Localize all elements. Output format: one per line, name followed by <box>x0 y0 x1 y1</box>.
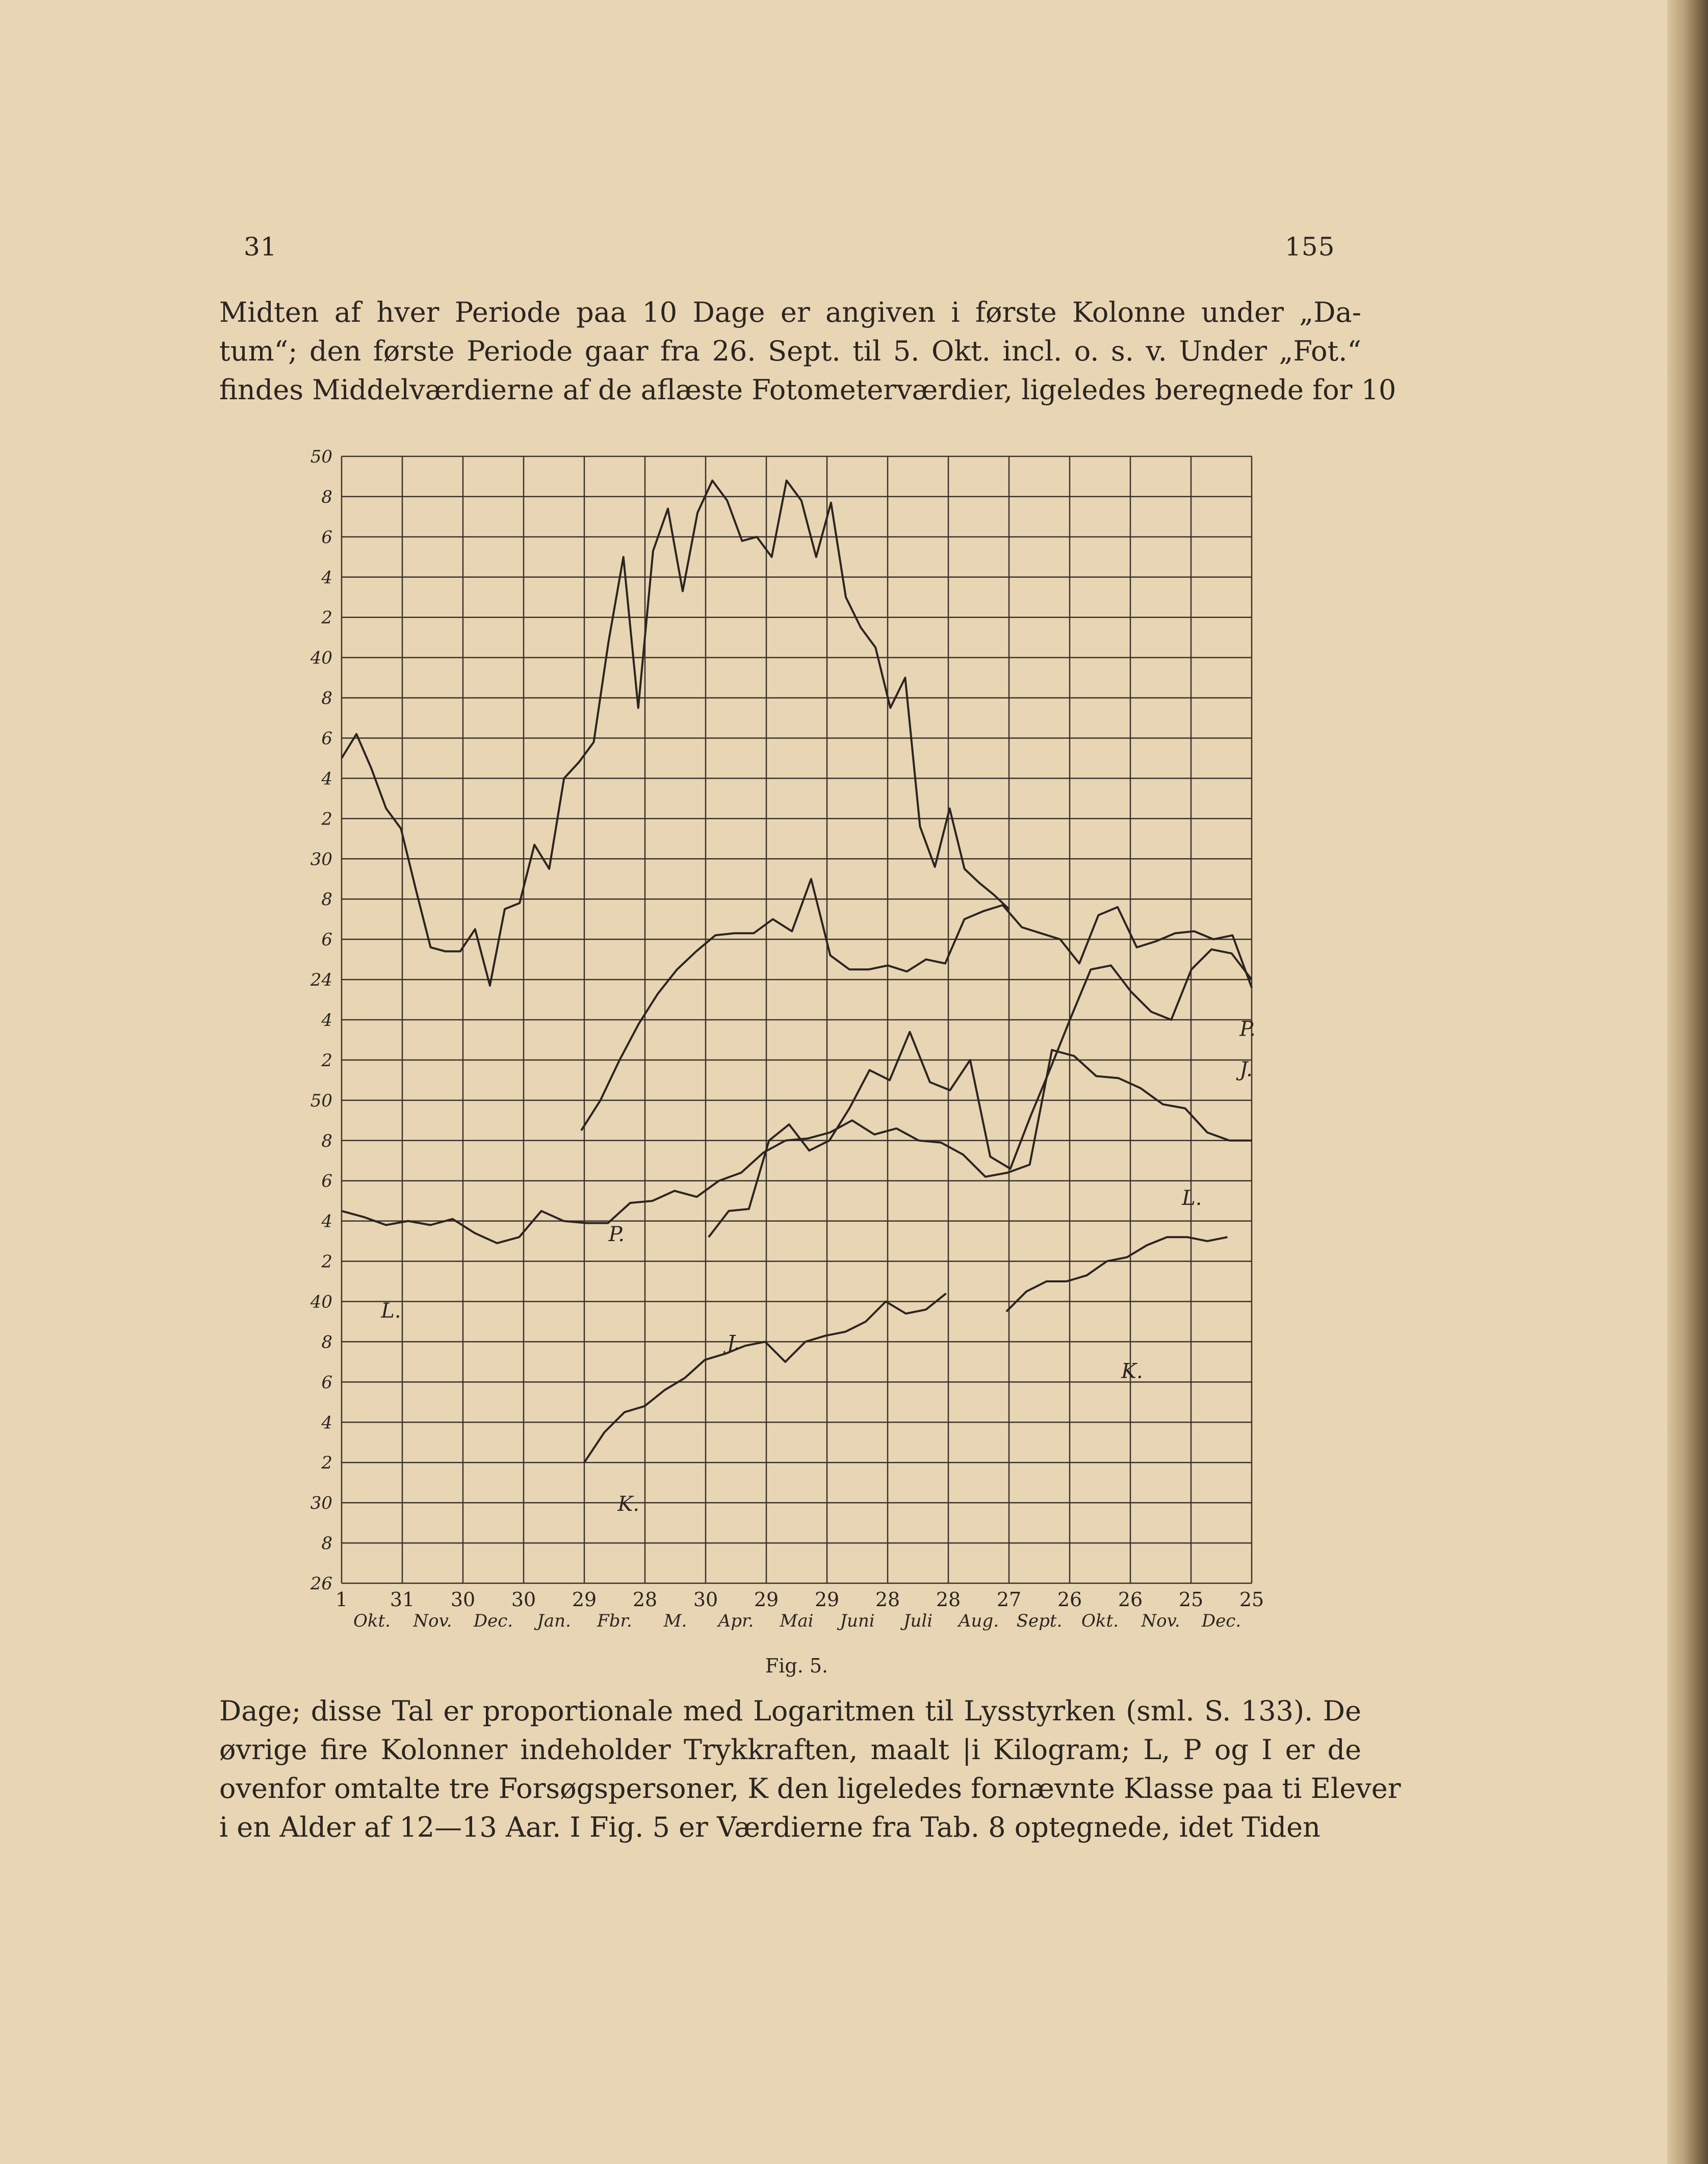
x-month-label: Jan. <box>537 1611 571 1631</box>
y-tick-label: 50 <box>310 1090 332 1111</box>
y-tick-label: 6 <box>321 1171 332 1192</box>
x-date-label: 30 <box>450 1588 476 1611</box>
x-month-label: Dec. <box>473 1611 513 1631</box>
y-tick-label: 26 <box>310 1574 332 1594</box>
x-axis-labels <box>335 1588 1264 1631</box>
x-month-label: Fbr. <box>597 1611 632 1631</box>
figure-caption: Fig. 5. <box>765 1655 829 1677</box>
x-month-label: Sept. <box>1016 1611 1063 1631</box>
series-label: K. <box>617 1492 640 1516</box>
x-month-label: Nov. <box>413 1611 452 1631</box>
x-date-label: 26 <box>1118 1588 1143 1611</box>
x-month-label: Aug. <box>958 1611 999 1631</box>
series-label: L. <box>381 1299 401 1323</box>
series-label: L. <box>1182 1187 1202 1210</box>
paragraph-top <box>219 293 1396 409</box>
x-month-label: Nov. <box>1141 1611 1180 1631</box>
chart-curves <box>342 480 1252 1462</box>
x-date-label: 31 <box>390 1588 415 1611</box>
y-tick-label: 2 <box>321 1251 332 1272</box>
series-label: J. <box>727 1331 740 1355</box>
series-line-fot <box>342 480 1009 986</box>
series-line-l <box>342 1050 1252 1243</box>
x-date-label: 30 <box>693 1588 718 1611</box>
x-date-label: 27 <box>996 1588 1022 1611</box>
y-tick-label: 4 <box>321 1412 332 1433</box>
x-date-label: 29 <box>572 1588 597 1611</box>
x-month-label: Okt. <box>1081 1611 1119 1631</box>
x-date-label: 25 <box>1178 1588 1204 1611</box>
y-tick-label: 2 <box>321 607 332 628</box>
y-tick-label: 2 <box>321 809 332 830</box>
paragraph-bottom <box>219 1692 1401 1847</box>
series-label: J. <box>1239 1058 1253 1081</box>
y-tick-label: 30 <box>310 1493 332 1514</box>
y-tick-label: 8 <box>321 688 332 709</box>
y-tick-label: 6 <box>321 930 332 950</box>
page-number-left: 31 <box>244 232 277 262</box>
x-month-label: Okt. <box>353 1611 391 1631</box>
y-tick-label: 6 <box>321 1372 332 1393</box>
chart-grid <box>342 456 1252 1583</box>
y-tick-label: 4 <box>321 1211 332 1232</box>
series-labels <box>380 1018 1255 1516</box>
x-month-label: Mai <box>780 1611 814 1631</box>
y-tick-label: 6 <box>321 728 332 749</box>
x-date-label: 28 <box>632 1588 658 1611</box>
x-date-label: 26 <box>1057 1588 1082 1611</box>
x-date-label: 25 <box>1239 1588 1264 1611</box>
y-tick-label: 30 <box>310 849 332 870</box>
x-month-label: Dec. <box>1201 1611 1241 1631</box>
text-line: Dage; disse Tal er proportionale med Logaritmen til Lysstyrken (sml. S. 133). De <box>219 1695 1361 1727</box>
y-tick-label: 6 <box>321 527 332 548</box>
x-month-label: Juni <box>840 1611 875 1631</box>
y-tick-label: 4 <box>321 1010 332 1031</box>
x-date-label: 1 <box>335 1588 348 1611</box>
y-tick-label: 40 <box>310 1292 332 1312</box>
x-date-label: 29 <box>814 1588 840 1611</box>
y-tick-label: 50 <box>310 447 332 467</box>
x-month-label: Apr. <box>718 1611 754 1631</box>
y-tick-label: 40 <box>310 648 332 668</box>
y-tick-label: 4 <box>321 768 332 789</box>
x-date-label: 28 <box>875 1588 900 1611</box>
series-label: K. <box>1121 1359 1143 1383</box>
text-line: findes Middelværdierne af de aflæste Fotometerværdier, ligeledes beregnede for 10 <box>219 374 1396 406</box>
page-number-right: 155 <box>1285 232 1335 262</box>
y-tick-label: 2 <box>321 1050 332 1071</box>
x-date-label: 29 <box>754 1588 779 1611</box>
x-month-label: M. <box>663 1611 687 1631</box>
series-line-i <box>709 949 1252 1237</box>
text-line: i en Alder af 12—13 Aar. I Fig. 5 er Værdierne fra Tab. 8 optegnede, idet Tiden <box>219 1811 1321 1843</box>
y-tick-label: 8 <box>321 1130 332 1151</box>
y-tick-label: 24 <box>310 970 332 991</box>
text-line: Midten af hver Periode paa 10 Dage er angiven i første Kolonne under „Da- <box>219 296 1361 328</box>
y-tick-label: 8 <box>321 486 332 507</box>
series-label: P. <box>608 1223 625 1247</box>
series-label: P. <box>1239 1017 1256 1041</box>
series-line-p <box>581 879 1252 1130</box>
y-tick-label: 8 <box>321 1332 332 1353</box>
y-tick-label: 8 <box>321 889 332 910</box>
figure-5-chart <box>286 444 1305 1693</box>
text-line: ovenfor omtalte tre Forsøgspersoner, K den ligeledes fornævnte Klasse paa ti Elever <box>219 1772 1401 1805</box>
y-tick-label: 4 <box>321 567 332 588</box>
y-axis-labels <box>310 447 332 1594</box>
text-line: øvrige fire Kolonner indeholder Trykkraften, maalt |i Kilogram; L, P og I er de <box>219 1734 1361 1766</box>
x-month-label: Juli <box>903 1611 933 1631</box>
y-tick-label: 8 <box>321 1533 332 1554</box>
page-edge-shadow <box>1667 0 1708 2164</box>
y-tick-label: 2 <box>321 1453 332 1474</box>
text-line: tum“; den første Periode gaar fra 26. Sept. til 5. Okt. incl. o. s. v. Under „Fot.“ <box>219 335 1361 367</box>
x-date-label: 28 <box>936 1588 961 1611</box>
x-date-label: 30 <box>511 1588 536 1611</box>
